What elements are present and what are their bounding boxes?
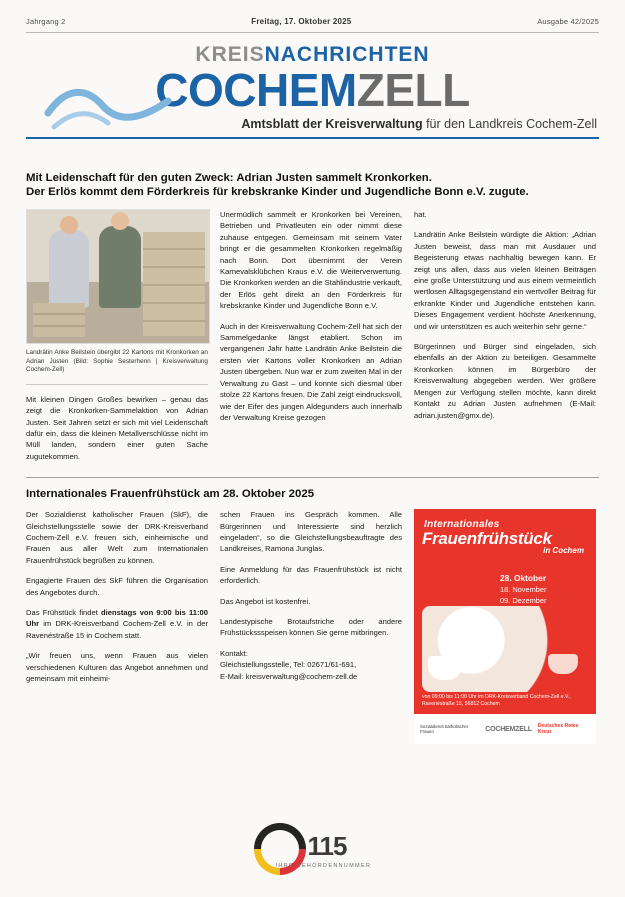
article1-column-1 (26, 209, 208, 471)
photo-person-justen (99, 226, 141, 308)
article1-col3-p1: Landrätin Anke Beilstein würdigte die Aktion: „Adrian Justen beweist, dass man mit Ausdauer und Begeisterung etwas nachhaltig bewegen kann. Er zeigt uns allen, dass aus vielen kleinen Beiträgen eine große Unterstützung und aus einem vermeintlich wertlosen Alltagsgegenstand ein wertvoller Beitrag für erkrankte Kinder und Jugendliche entstehen kann. Dieses Engagement verdient höchste Anerkennung, und wir unterstützen es auch weiterhin sehr gerne.“ (414, 230, 596, 331)
poster-dates (500, 573, 546, 606)
logo-kreis: KREIS (195, 43, 265, 66)
article2-contact-email: E-Mail: kreisverwaltung@cochem-zell.de (220, 671, 358, 681)
poster-cup-icon (428, 656, 462, 680)
article-divider (26, 477, 599, 478)
article2-col1-p3b: dienstags von 9:00 bis 11:00 Uhr (26, 608, 208, 629)
article2-body (26, 509, 599, 744)
masthead-subtitle-bold: Amtsblatt der Kreisverwaltung (241, 117, 423, 131)
article2-col1-p4: „Wir freuen uns, wenn Frauen aus vielen verschiedenen Kulturen das Angebot annehmen und gemeinsam mit einheimi- (26, 651, 208, 684)
issue-year: Jahrgang 2 (26, 17, 66, 26)
service-number: 115 (307, 831, 347, 861)
photo-person-landraetin (49, 230, 89, 308)
page-footer (0, 823, 625, 875)
article1-headline-line2: Der Erlös kommt dem Förderkreis für krebskranke Kinder und Jugendliche Bonn e.V. zugute. (26, 186, 529, 198)
article2-headline: Internationales Frauenfrühstück am 28. Oktober 2025 (26, 488, 315, 501)
logo-ochem: OCHEM (188, 64, 357, 116)
article2-poster (414, 509, 596, 744)
article1-photo (26, 209, 210, 344)
article1-headline (26, 171, 599, 199)
poster-footer-text: von 09:00 bis 11:00 Uhr im DRK-Kreisverband Cochem-Zell e.V., Ravenéstraße 15, 56812 Cochem (422, 694, 571, 708)
masthead-logo (26, 43, 599, 155)
article2-column-1 (26, 509, 208, 744)
issue-date: Freitag, 17. Oktober 2025 (251, 17, 352, 26)
masthead-rule-bottom (26, 137, 599, 139)
article1-column-3 (414, 209, 596, 471)
poster-date-3: 09. Dezember (500, 596, 547, 606)
service-number-logo (254, 823, 372, 875)
masthead-subtitle-rest: für den Landkreis Cochem-Zell (422, 117, 597, 131)
article1-col3-p2: Bürgerinnen und Bürger sind eingeladen, sich ebenfalls an der Aktion zu beteiligen. Gesammelte Kronkorken können im Bürgerbüro der Kreisverwaltung abgegeben werden. Wer größere Mengen zur Verfügung stellen möchte, kann direkt Kontakt zu Adrian Justen aufnehmen (E-Mail: adrian.justen@gmx.de). (414, 342, 596, 420)
article2-col1-p3 (26, 607, 208, 641)
article1-col3-p0: hat. (414, 210, 427, 219)
poster-logo-drk: Deutsches Rotes Kreuz (537, 723, 579, 736)
issue-number: Ausgabe 42/2025 (537, 17, 599, 26)
article2-col2-p3: Das Angebot ist kostenfrei. (220, 596, 311, 606)
poster-date-1: 28. Oktober (500, 573, 547, 584)
article1-headline-line1: Mit Leidenschaft für den guten Zweck: Adrian Justen sammelt Kronkorken. (26, 172, 432, 184)
poster-date-2: 18. November (500, 585, 547, 595)
photo-box-stack-left (33, 303, 85, 337)
article2-contact-label: Kontakt: (220, 648, 248, 658)
logo-c: C (155, 64, 188, 116)
masthead-logo-line2 (26, 65, 599, 115)
article2-column-2 (220, 509, 402, 744)
poster-bowl-icon (548, 654, 578, 674)
article1-caption-rule (26, 384, 208, 385)
article2-col1-p3a: Das Frühstück findet (26, 608, 102, 618)
poster-title1: Internationales (424, 519, 500, 531)
poster-logo-row (414, 714, 596, 744)
article2-col1-p3c: im DRK-Kreisverband Cochem-Zell e.V. in der Ravenéstraße 15 in Cochem statt. (26, 619, 208, 640)
logo-zell: ZELL (356, 64, 470, 116)
logo-nachrichten: NACHRICHTEN (264, 43, 430, 66)
article2-col2-contact (220, 648, 402, 682)
masthead-subtitle (26, 117, 599, 131)
article2-col2-p1: schen Frauen ins Gespräch kommen. Alle Bürgerinnen und Interessierte sind herzlich eingeladen“, so die Gleichstellungsbeauftragte des Landkreises, Ramona Junglas. (220, 510, 402, 554)
poster-logo-cochemzell: COCHEMZELL (485, 725, 532, 733)
article1-col2-p1: Unermüdlich sammelt er Kronkorken bei Vereinen, Betrieben und Privatleuten ein oder nimmt diese zuhause entgegen. Gemeinsam mit seinem Vater bringt er die gesammelten Kronkorken regelmäßig nach Bonn. Dort übernimmt der Verein Karnevalsklübchen Kraus e.V. die Weiterverwertung. Die Kronkorken werden an die Stahlindustrie verkauft, der Erlös geht direkt an den Förderkreis für krebskranke Kinder und Jugendliche Bonn e.V. (220, 210, 402, 311)
poster-title2: Frauenfrühstück (422, 529, 552, 549)
article2-col1-p1: Der Sozialdienst katholischer Frauen (SkF), die Gleichstellungsstelle sowie der DRK-Kreisverband Cochem-Zell e.V. freuen sich, einheimische und Frauen aus aller Welt zum Internationalen Frauenfrühstück begrüßen zu können. (26, 510, 208, 565)
article1-column-2 (220, 209, 402, 471)
article2-col1-p2: Engagierte Frauen des SkF führen die Organisation des Angebotes durch. (26, 576, 208, 597)
article1-col1-p1: Mit kleinen Dingen Großes bewirken – genau das zeigt die Kronkorken-Sammelaktion von Adrian Justen. Seit Jahren setzt er sich mit viel Leidenschaft dafür ein, dass die kleinen Metallverschlüsse nicht im Müll landen, sondern einer guten Sache zugutekommen. (26, 394, 208, 461)
article1-col2-p2: Auch in der Kreisverwaltung Cochem-Zell hat sich der Sammelgedanke längst etabliert. Schon im vergangenen Jahr hatte Landrätin Anke Beilstein die ersten vier Kartons voller Kronkorken an Adrian Justen übergeben. Nun war er zum zweiten Mal in der Verwaltung zu Gast – und konnte sich diesmal über stolze 22 Kartons freuen. Die Zahl zeigt eindrucksvoll, wie der Eifer des jungen Aldegunders auch innerhalb der Verwaltung Kreise gezogen (220, 321, 402, 422)
article2-col2-p2: Eine Anmeldung für das Frauenfrühstück ist nicht erforderlich. (220, 564, 402, 586)
article1-body (26, 209, 599, 471)
photo-box-stack-right (143, 232, 205, 336)
poster-logo-skf: Sozialdienst katholischer Frauen (420, 723, 469, 735)
article1-photo-caption: Landrätin Anke Beilstein übergibt 22 Kartons mit Kronkorken an Adrian Justen (Bild: Sophie Sesterhenn | Kreisverwaltung Cochem-Zell) (26, 349, 208, 374)
article2-contact-phone: Gleichstellungsstelle, Tel: 02671/61-691, (220, 660, 357, 670)
article2-col2-p4: Landestypische Brotaufstriche oder andere Frühstückssspeisen können Sie gerne mitbringen. (220, 617, 402, 638)
service-number-tagline: IHRE BEHÖRDENNUMMER (275, 863, 372, 869)
masthead-rule-top (26, 32, 599, 33)
masthead-meta (26, 0, 599, 26)
poster-title3: in Cochem (543, 546, 584, 556)
